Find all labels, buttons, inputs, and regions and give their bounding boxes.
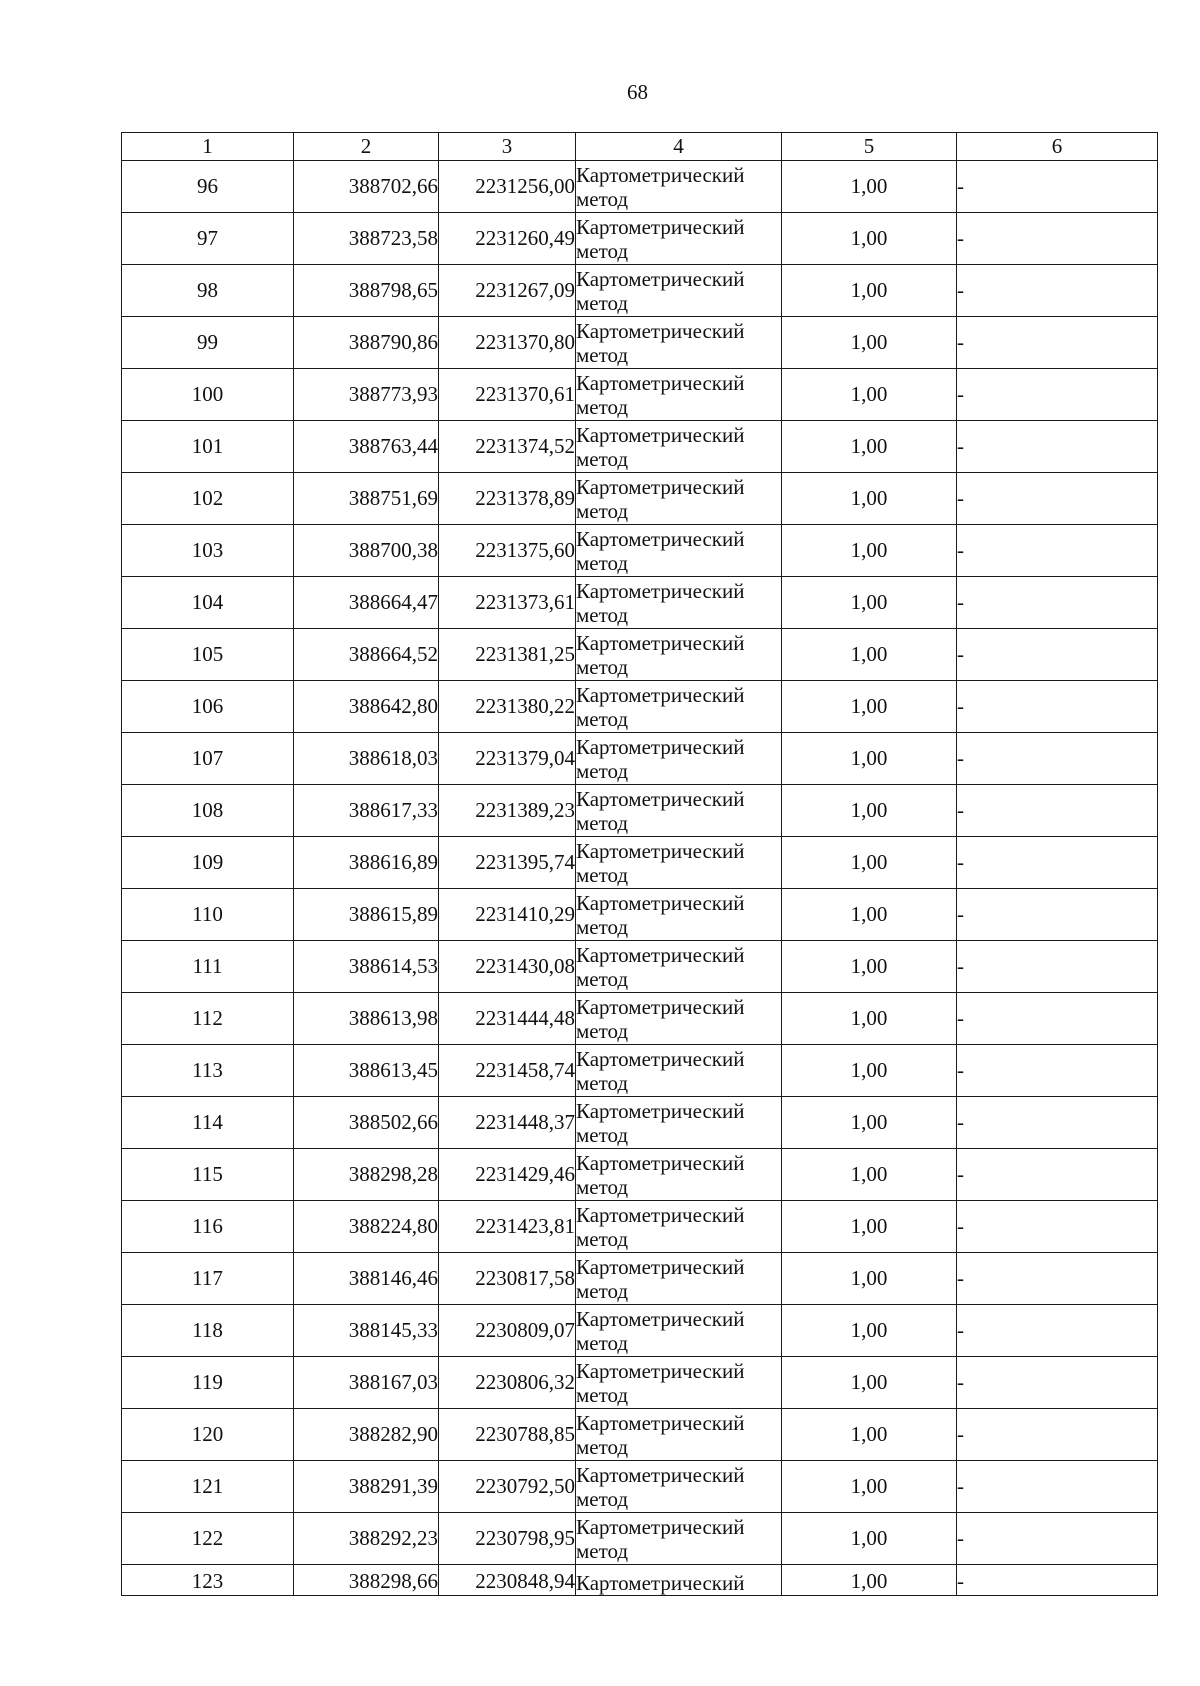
table-row <box>122 1097 1158 1149</box>
method-cell <box>576 369 782 421</box>
note-value: - <box>957 1253 1158 1305</box>
method-label-line1: Картометрический <box>576 942 745 967</box>
method-label-line1: Картометрический <box>576 630 745 655</box>
method-cell <box>576 1149 782 1201</box>
point-number: 107 <box>122 733 294 785</box>
note-value: - <box>957 1409 1158 1461</box>
point-number: 101 <box>122 421 294 473</box>
method-label-line1: Картометрический <box>576 786 745 811</box>
method-label-line2: метод <box>576 1122 629 1147</box>
x-coordinate: 388763,44 <box>294 421 439 473</box>
y-coordinate: 2231370,61 <box>439 369 576 421</box>
method-label-line1: Картометрический <box>576 682 745 707</box>
y-coordinate: 2231374,52 <box>439 421 576 473</box>
note-value: - <box>957 993 1158 1045</box>
y-coordinate: 2231430,08 <box>439 941 576 993</box>
error-value: 1,00 <box>782 421 957 473</box>
y-coordinate: 2231256,00 <box>439 161 576 213</box>
note-value: - <box>957 1201 1158 1253</box>
table-row <box>122 369 1158 421</box>
method-label-line2: метод <box>576 238 629 263</box>
table-row <box>122 1201 1158 1253</box>
method-cell <box>576 1045 782 1097</box>
method-label-line2: метод <box>576 1278 629 1303</box>
column-header-1: 1 <box>122 133 294 161</box>
method-label-line2: метод <box>576 1226 629 1251</box>
error-value: 1,00 <box>782 1513 957 1565</box>
method-label-line1: Картометрический <box>576 1514 745 1539</box>
y-coordinate: 2231448,37 <box>439 1097 576 1149</box>
method-label-line2: метод <box>576 966 629 991</box>
x-coordinate: 388613,45 <box>294 1045 439 1097</box>
method-cell <box>576 473 782 525</box>
note-value: - <box>957 161 1158 213</box>
note-value: - <box>957 1357 1158 1409</box>
error-value: 1,00 <box>782 473 957 525</box>
method-label-line2: метод <box>576 862 629 887</box>
method-cell <box>576 1565 782 1596</box>
x-coordinate: 388751,69 <box>294 473 439 525</box>
method-label-line1: Картометрический <box>576 1410 745 1435</box>
point-number: 118 <box>122 1305 294 1357</box>
error-value: 1,00 <box>782 265 957 317</box>
error-value: 1,00 <box>782 1461 957 1513</box>
y-coordinate: 2230798,95 <box>439 1513 576 1565</box>
method-label-line2: метод <box>576 914 629 939</box>
method-label-line1: Картометрический <box>576 1462 745 1487</box>
y-coordinate: 2230788,85 <box>439 1409 576 1461</box>
point-number: 99 <box>122 317 294 369</box>
table-row <box>122 265 1158 317</box>
method-cell <box>576 993 782 1045</box>
y-coordinate: 2231381,25 <box>439 629 576 681</box>
table-row <box>122 1253 1158 1305</box>
method-label-line1: Картометрический <box>576 1202 745 1227</box>
x-coordinate: 388613,98 <box>294 993 439 1045</box>
table-row <box>122 161 1158 213</box>
y-coordinate: 2231267,09 <box>439 265 576 317</box>
method-cell <box>576 265 782 317</box>
x-coordinate: 388664,52 <box>294 629 439 681</box>
point-number: 112 <box>122 993 294 1045</box>
table-row <box>122 1357 1158 1409</box>
x-coordinate: 388167,03 <box>294 1357 439 1409</box>
x-coordinate: 388298,28 <box>294 1149 439 1201</box>
x-coordinate: 388618,03 <box>294 733 439 785</box>
y-coordinate: 2231389,23 <box>439 785 576 837</box>
point-number: 113 <box>122 1045 294 1097</box>
method-label-line1: Картометрический <box>576 474 745 499</box>
y-coordinate: 2231378,89 <box>439 473 576 525</box>
error-value: 1,00 <box>782 1253 957 1305</box>
method-cell <box>576 1409 782 1461</box>
method-label-line1: Картометрический <box>576 1098 745 1123</box>
table-row <box>122 837 1158 889</box>
method-label-line1: Картометрический <box>576 318 745 343</box>
note-value: - <box>957 1149 1158 1201</box>
method-label-line2: метод <box>576 1330 629 1355</box>
method-label-line1: Картометрический <box>576 1046 745 1071</box>
error-value: 1,00 <box>782 525 957 577</box>
method-label-line2: метод <box>576 498 629 523</box>
method-cell <box>576 1461 782 1513</box>
error-value: 1,00 <box>782 317 957 369</box>
table-row <box>122 1149 1158 1201</box>
method-label-line1: Картометрический <box>576 1150 745 1175</box>
table-row <box>122 681 1158 733</box>
error-value: 1,00 <box>782 1305 957 1357</box>
y-coordinate: 2230848,94 <box>439 1565 576 1596</box>
x-coordinate: 388291,39 <box>294 1461 439 1513</box>
x-coordinate: 388773,93 <box>294 369 439 421</box>
error-value: 1,00 <box>782 1149 957 1201</box>
coordinates-table <box>121 132 1158 1596</box>
y-coordinate: 2231373,61 <box>439 577 576 629</box>
method-cell <box>576 785 782 837</box>
method-cell <box>576 161 782 213</box>
method-label-line1: Картометрический <box>576 734 745 759</box>
y-coordinate: 2231379,04 <box>439 733 576 785</box>
error-value: 1,00 <box>782 785 957 837</box>
method-label-line2: метод <box>576 342 629 367</box>
x-coordinate: 388615,89 <box>294 889 439 941</box>
note-value: - <box>957 525 1158 577</box>
point-number: 119 <box>122 1357 294 1409</box>
x-coordinate: 388723,58 <box>294 213 439 265</box>
table-row <box>122 577 1158 629</box>
point-number: 111 <box>122 941 294 993</box>
y-coordinate: 2231260,49 <box>439 213 576 265</box>
method-label-line2: метод <box>576 1382 629 1407</box>
method-label-line2: метод <box>576 810 629 835</box>
y-coordinate: 2231444,48 <box>439 993 576 1045</box>
error-value: 1,00 <box>782 213 957 265</box>
method-cell <box>576 1357 782 1409</box>
x-coordinate: 388298,66 <box>294 1565 439 1596</box>
method-cell <box>576 941 782 993</box>
point-number: 102 <box>122 473 294 525</box>
method-label-line2: метод <box>576 654 629 679</box>
note-value: - <box>957 889 1158 941</box>
method-label-line1: Картометрический <box>576 162 745 187</box>
error-value: 1,00 <box>782 1409 957 1461</box>
y-coordinate: 2230792,50 <box>439 1461 576 1513</box>
method-cell <box>576 1097 782 1149</box>
note-value: - <box>957 681 1158 733</box>
point-number: 121 <box>122 1461 294 1513</box>
method-label-line2: метод <box>576 186 629 211</box>
method-label-line1: Картометрический <box>576 890 745 915</box>
method-label-line2: метод <box>576 394 629 419</box>
method-label-line2: метод <box>576 602 629 627</box>
y-coordinate: 2231375,60 <box>439 525 576 577</box>
note-value: - <box>957 265 1158 317</box>
method-label-line2: метод <box>576 1070 629 1095</box>
error-value: 1,00 <box>782 1097 957 1149</box>
y-coordinate: 2230809,07 <box>439 1305 576 1357</box>
x-coordinate: 388146,46 <box>294 1253 439 1305</box>
method-cell <box>576 213 782 265</box>
point-number: 105 <box>122 629 294 681</box>
column-header-6: 6 <box>957 133 1158 161</box>
y-coordinate: 2231423,81 <box>439 1201 576 1253</box>
error-value: 1,00 <box>782 941 957 993</box>
method-label-line2: метод <box>576 290 629 315</box>
method-label-line2: метод <box>576 1486 629 1511</box>
x-coordinate: 388616,89 <box>294 837 439 889</box>
x-coordinate: 388664,47 <box>294 577 439 629</box>
note-value: - <box>957 317 1158 369</box>
point-number: 110 <box>122 889 294 941</box>
note-value: - <box>957 213 1158 265</box>
point-number: 104 <box>122 577 294 629</box>
method-cell <box>576 1513 782 1565</box>
point-number: 114 <box>122 1097 294 1149</box>
y-coordinate: 2231380,22 <box>439 681 576 733</box>
x-coordinate: 388614,53 <box>294 941 439 993</box>
x-coordinate: 388502,66 <box>294 1097 439 1149</box>
column-header-3: 3 <box>439 133 576 161</box>
method-label-line2: метод <box>576 1434 629 1459</box>
point-number: 97 <box>122 213 294 265</box>
table-row <box>122 941 1158 993</box>
method-label-line1: Картометрический <box>576 266 745 291</box>
y-coordinate: 2231395,74 <box>439 837 576 889</box>
error-value: 1,00 <box>782 629 957 681</box>
point-number: 103 <box>122 525 294 577</box>
method-label-line1: Картометрический <box>576 422 745 447</box>
method-cell <box>576 733 782 785</box>
method-cell <box>576 421 782 473</box>
table-row <box>122 421 1158 473</box>
y-coordinate: 2231410,29 <box>439 889 576 941</box>
table-row <box>122 1565 1158 1596</box>
method-label-line2: метод <box>576 706 629 731</box>
point-number: 109 <box>122 837 294 889</box>
table-row <box>122 889 1158 941</box>
x-coordinate: 388642,80 <box>294 681 439 733</box>
table-row <box>122 1045 1158 1097</box>
error-value: 1,00 <box>782 1357 957 1409</box>
note-value: - <box>957 473 1158 525</box>
table-row <box>122 525 1158 577</box>
method-cell <box>576 837 782 889</box>
method-cell <box>576 317 782 369</box>
error-value: 1,00 <box>782 1565 957 1596</box>
page-number: 68 <box>627 80 648 104</box>
column-header-5: 5 <box>782 133 957 161</box>
method-label-line1: Картометрический <box>576 526 745 551</box>
y-coordinate: 2231370,80 <box>439 317 576 369</box>
method-cell <box>576 577 782 629</box>
table-row <box>122 317 1158 369</box>
note-value: - <box>957 785 1158 837</box>
table-row <box>122 473 1158 525</box>
method-label-line1: Картометрический <box>576 838 745 863</box>
method-label-line2: метод <box>576 1018 629 1043</box>
error-value: 1,00 <box>782 369 957 421</box>
table-row <box>122 1513 1158 1565</box>
point-number: 96 <box>122 161 294 213</box>
point-number: 106 <box>122 681 294 733</box>
y-coordinate: 2230806,32 <box>439 1357 576 1409</box>
method-label-line1: Картометрический <box>576 1254 745 1279</box>
error-value: 1,00 <box>782 577 957 629</box>
column-header-2: 2 <box>294 133 439 161</box>
table-row <box>122 629 1158 681</box>
y-coordinate: 2230817,58 <box>439 1253 576 1305</box>
note-value: - <box>957 733 1158 785</box>
note-value: - <box>957 1513 1158 1565</box>
x-coordinate: 388798,65 <box>294 265 439 317</box>
error-value: 1,00 <box>782 889 957 941</box>
error-value: 1,00 <box>782 993 957 1045</box>
point-number: 116 <box>122 1201 294 1253</box>
point-number: 115 <box>122 1149 294 1201</box>
method-cell <box>576 1201 782 1253</box>
table-header-row <box>122 133 1158 161</box>
error-value: 1,00 <box>782 837 957 889</box>
method-label-line2: метод <box>576 1174 629 1199</box>
note-value: - <box>957 421 1158 473</box>
error-value: 1,00 <box>782 1045 957 1097</box>
x-coordinate: 388145,33 <box>294 1305 439 1357</box>
method-label-line2: метод <box>576 446 629 471</box>
note-value: - <box>957 1565 1158 1596</box>
method-label-line1: Картометрический <box>576 370 745 395</box>
method-cell <box>576 681 782 733</box>
table-row <box>122 993 1158 1045</box>
point-number: 108 <box>122 785 294 837</box>
error-value: 1,00 <box>782 681 957 733</box>
note-value: - <box>957 629 1158 681</box>
method-label-line1: Картометрический <box>576 578 745 603</box>
note-value: - <box>957 369 1158 421</box>
method-label-line1: Картометрический <box>576 1571 745 1595</box>
method-label-line2: метод <box>576 550 629 575</box>
method-label-line1: Картометрический <box>576 1306 745 1331</box>
method-label-line2: метод <box>576 758 629 783</box>
method-cell <box>576 629 782 681</box>
point-number: 120 <box>122 1409 294 1461</box>
table-row <box>122 1409 1158 1461</box>
point-number: 123 <box>122 1565 294 1596</box>
note-value: - <box>957 1461 1158 1513</box>
table-body <box>122 161 1158 1596</box>
x-coordinate: 388702,66 <box>294 161 439 213</box>
table-row <box>122 213 1158 265</box>
x-coordinate: 388224,80 <box>294 1201 439 1253</box>
method-label-line1: Картометрический <box>576 1358 745 1383</box>
x-coordinate: 388790,86 <box>294 317 439 369</box>
note-value: - <box>957 837 1158 889</box>
x-coordinate: 388700,38 <box>294 525 439 577</box>
method-cell <box>576 1305 782 1357</box>
point-number: 117 <box>122 1253 294 1305</box>
note-value: - <box>957 1305 1158 1357</box>
x-coordinate: 388292,23 <box>294 1513 439 1565</box>
table-row <box>122 1461 1158 1513</box>
method-cell <box>576 889 782 941</box>
table-row <box>122 1305 1158 1357</box>
x-coordinate: 388617,33 <box>294 785 439 837</box>
x-coordinate: 388282,90 <box>294 1409 439 1461</box>
point-number: 100 <box>122 369 294 421</box>
method-label-line1: Картометрический <box>576 994 745 1019</box>
point-number: 98 <box>122 265 294 317</box>
note-value: - <box>957 577 1158 629</box>
method-cell <box>576 525 782 577</box>
point-number: 122 <box>122 1513 294 1565</box>
y-coordinate: 2231429,46 <box>439 1149 576 1201</box>
method-label-line1: Картометрический <box>576 214 745 239</box>
method-label-line2: метод <box>576 1538 629 1563</box>
note-value: - <box>957 1097 1158 1149</box>
table-row <box>122 733 1158 785</box>
y-coordinate: 2231458,74 <box>439 1045 576 1097</box>
column-header-4: 4 <box>576 133 782 161</box>
method-cell <box>576 1253 782 1305</box>
note-value: - <box>957 941 1158 993</box>
table-row <box>122 785 1158 837</box>
error-value: 1,00 <box>782 733 957 785</box>
error-value: 1,00 <box>782 1201 957 1253</box>
error-value: 1,00 <box>782 161 957 213</box>
note-value: - <box>957 1045 1158 1097</box>
